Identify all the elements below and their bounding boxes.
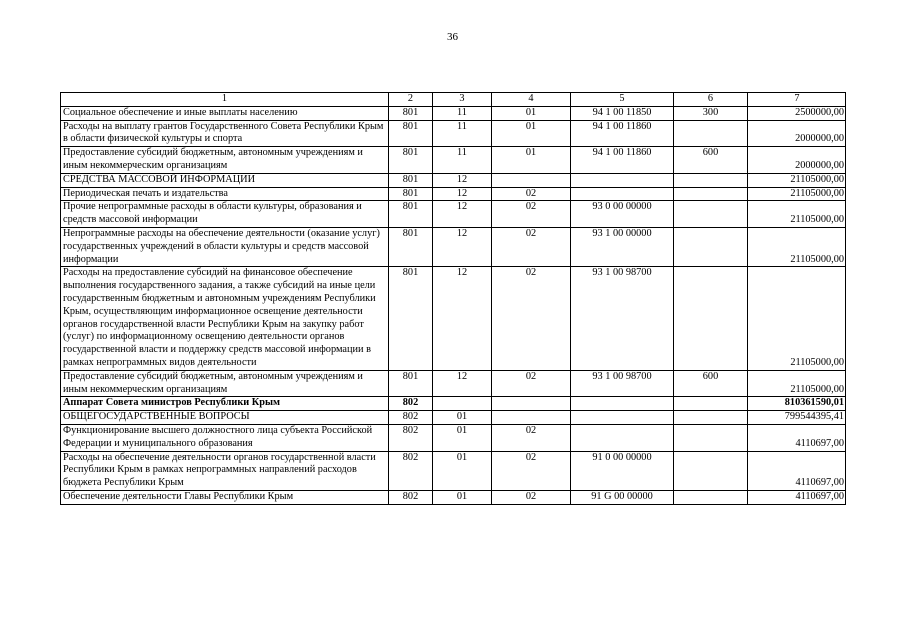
table-header-row — [61, 93, 846, 107]
row-amount: 21105000,00 — [748, 173, 846, 187]
row-code-target: 93 1 00 98700 — [571, 267, 674, 370]
table-body — [61, 93, 846, 505]
row-name: Расходы на обеспечение деятельности органов государственной власти Республики Крым в рамках непрограммных направлений расходов бюджета Республики Крым — [61, 451, 389, 490]
row-code-subsection: 02 — [492, 424, 571, 451]
table-row — [61, 267, 846, 370]
row-code-target — [571, 397, 674, 411]
page-number: 36 — [447, 31, 458, 43]
header-cell-1: 1 — [61, 93, 389, 107]
row-amount: 21105000,00 — [748, 227, 846, 266]
row-code-ministry: 802 — [389, 451, 433, 490]
row-code-target — [571, 187, 674, 201]
row-amount: 2500000,00 — [748, 106, 846, 120]
row-code-type — [674, 187, 748, 201]
table-row — [61, 370, 846, 397]
row-code-ministry: 801 — [389, 267, 433, 370]
row-code-section: 12 — [433, 173, 492, 187]
row-code-target — [571, 173, 674, 187]
row-code-target — [571, 411, 674, 425]
row-code-ministry: 802 — [389, 397, 433, 411]
row-name: Непрограммные расходы на обеспечение деятельности (оказание услуг) государственных учреждений в области культуры и средств массовой информации — [61, 227, 389, 266]
row-code-subsection: 02 — [492, 370, 571, 397]
row-code-subsection: 02 — [492, 187, 571, 201]
row-code-target: 93 0 00 00000 — [571, 201, 674, 228]
header-cell-6: 6 — [674, 93, 748, 107]
row-code-type — [674, 227, 748, 266]
header-cell-7: 7 — [748, 93, 846, 107]
row-code-section: 11 — [433, 120, 492, 147]
row-code-section: 01 — [433, 451, 492, 490]
row-code-subsection: 02 — [492, 490, 571, 504]
row-code-section: 01 — [433, 411, 492, 425]
row-code-target — [571, 424, 674, 451]
header-cell-2: 2 — [389, 93, 433, 107]
row-name: Предоставление субсидий бюджетным, автономным учреждениям и иным некоммерческим организациям — [61, 370, 389, 397]
row-code-type — [674, 424, 748, 451]
row-name: Прочие непрограммные расходы в области культуры, образования и средств массовой информации — [61, 201, 389, 228]
row-code-subsection: 02 — [492, 451, 571, 490]
row-code-type: 600 — [674, 147, 748, 174]
row-name: Предоставление субсидий бюджетным, автономным учреждениям и иным некоммерческим организациям — [61, 147, 389, 174]
row-name: Периодическая печать и издательства — [61, 187, 389, 201]
table-row — [61, 106, 846, 120]
row-code-type — [674, 451, 748, 490]
row-code-ministry: 802 — [389, 411, 433, 425]
row-code-target: 93 1 00 98700 — [571, 370, 674, 397]
row-code-type: 300 — [674, 106, 748, 120]
row-code-type: 600 — [674, 370, 748, 397]
row-code-ministry: 802 — [389, 424, 433, 451]
row-code-subsection: 02 — [492, 267, 571, 370]
row-code-type — [674, 201, 748, 228]
row-name: Аппарат Совета министров Республики Крым — [61, 397, 389, 411]
row-code-target: 93 1 00 00000 — [571, 227, 674, 266]
row-code-type — [674, 267, 748, 370]
row-code-section: 12 — [433, 187, 492, 201]
row-name: ОБЩЕГОСУДАРСТВЕННЫЕ ВОПРОСЫ — [61, 411, 389, 425]
row-code-subsection — [492, 173, 571, 187]
row-code-type — [674, 173, 748, 187]
row-name: Расходы на выплату грантов Государственного Совета Республики Крым в области физической культуры и спорта — [61, 120, 389, 147]
row-name: Расходы на предоставление субсидий на финансовое обеспечение выполнения государственного задания, а также субсидий на иные цели государственным бюджетным и автономным учреждениям Республики Крым, осуществляющим информационное освещение деятельности органов государственной власти Республики Крым на закупку работ (услуг) по информационному освещению деятельности органов государственной власти и поддержку средств массовой информации в рамках непрограммных видов деятельности — [61, 267, 389, 370]
row-code-target: 91 0 00 00000 — [571, 451, 674, 490]
table-row — [61, 173, 846, 187]
row-code-target: 94 1 00 11860 — [571, 147, 674, 174]
row-code-target: 94 1 00 11850 — [571, 106, 674, 120]
row-amount: 799544395,41 — [748, 411, 846, 425]
row-code-type — [674, 397, 748, 411]
row-code-subsection — [492, 411, 571, 425]
row-code-ministry: 801 — [389, 147, 433, 174]
table-row — [61, 490, 846, 504]
row-code-section: 12 — [433, 370, 492, 397]
table-row — [61, 451, 846, 490]
row-name: Функционирование высшего должностного лица субъекта Российской Федерации и муниципального образования — [61, 424, 389, 451]
row-code-subsection: 01 — [492, 106, 571, 120]
budget-table — [60, 92, 846, 505]
table-row — [61, 411, 846, 425]
row-code-section: 01 — [433, 490, 492, 504]
table-row — [61, 227, 846, 266]
header-cell-3: 3 — [433, 93, 492, 107]
table-row — [61, 147, 846, 174]
row-code-subsection: 02 — [492, 201, 571, 228]
row-amount: 21105000,00 — [748, 370, 846, 397]
row-amount: 4110697,00 — [748, 424, 846, 451]
table-row — [61, 187, 846, 201]
row-amount: 810361590,01 — [748, 397, 846, 411]
row-amount: 21105000,00 — [748, 187, 846, 201]
table-row — [61, 120, 846, 147]
row-code-subsection: 02 — [492, 227, 571, 266]
table-row — [61, 397, 846, 411]
row-code-ministry: 801 — [389, 173, 433, 187]
row-code-section: 12 — [433, 201, 492, 228]
row-amount: 2000000,00 — [748, 147, 846, 174]
header-cell-4: 4 — [492, 93, 571, 107]
row-code-section — [433, 397, 492, 411]
row-code-section: 12 — [433, 227, 492, 266]
row-amount: 2000000,00 — [748, 120, 846, 147]
row-code-subsection — [492, 397, 571, 411]
row-name: Обеспечение деятельности Главы Республики Крым — [61, 490, 389, 504]
row-code-ministry: 802 — [389, 490, 433, 504]
row-code-target: 94 1 00 11860 — [571, 120, 674, 147]
row-code-type — [674, 411, 748, 425]
table-row — [61, 424, 846, 451]
row-code-section: 11 — [433, 106, 492, 120]
row-name: Социальное обеспечение и иные выплаты населению — [61, 106, 389, 120]
row-code-subsection: 01 — [492, 120, 571, 147]
row-code-type — [674, 120, 748, 147]
row-amount: 21105000,00 — [748, 201, 846, 228]
row-code-ministry: 801 — [389, 187, 433, 201]
table-row — [61, 201, 846, 228]
row-code-ministry: 801 — [389, 106, 433, 120]
row-amount: 4110697,00 — [748, 451, 846, 490]
row-code-ministry: 801 — [389, 227, 433, 266]
row-amount: 4110697,00 — [748, 490, 846, 504]
row-code-section: 11 — [433, 147, 492, 174]
row-code-ministry: 801 — [389, 370, 433, 397]
header-cell-5: 5 — [571, 93, 674, 107]
row-amount: 21105000,00 — [748, 267, 846, 370]
row-code-section: 01 — [433, 424, 492, 451]
row-code-ministry: 801 — [389, 120, 433, 147]
row-code-ministry: 801 — [389, 201, 433, 228]
row-code-section: 12 — [433, 267, 492, 370]
row-name: СРЕДСТВА МАССОВОЙ ИНФОРМАЦИИ — [61, 173, 389, 187]
row-code-target: 91 G 00 00000 — [571, 490, 674, 504]
row-code-type — [674, 490, 748, 504]
row-code-subsection: 01 — [492, 147, 571, 174]
